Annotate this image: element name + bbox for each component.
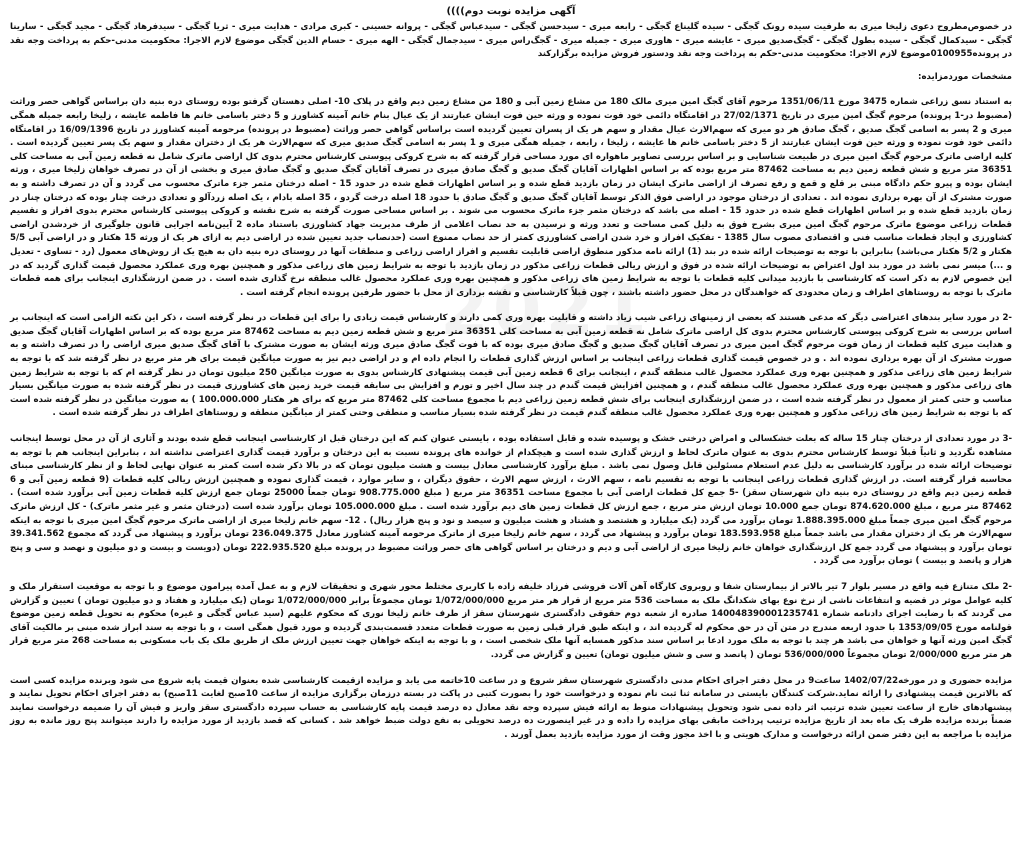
paragraph-2: -2 در مورد سایر بندهای اعتراضی دیگر که مدعی هستند که بعضی از زمینهای زراعی شیب زیاد داشته و قابلیت بهره وری کمی دارند و کارشناس قیمت زیادی را برای این قطعات در نظر گرفته است ، ذکر این نکته الزامی است که اینجانب بر اساس بررسی به شرح کروکی پیوستی کارشناس محترم بدوی کل اراضی ماترک شامل نه قطعه زمین آبی به مساحت کلی 36351 متر مربع و شش قطعه زمین دیم به مساحت 87462 متر مربع بوده که بر اساس اظهارات آقایان گجگ صدیق و هدایت میری کلیه قطعات از زمان فوت مرحوم گجگ امین میری در تصرف آقایان گجگ صدیق و گجگ صادق میری بوده که با فوت گجگ صادق میری ورثه ایشان به صورت مشترک با آقای گجگ صدیق میری اراضی را در تصرف داشته و به صورت مشترک از آن بهره برداری نموده اند . و در خصوص قیمت گذاری قطعات زراعی اینجانب بر اساس ارزش گذاری قطعات را انجام داده ام و در اراضی دیم نیز به صورت میانگین قیمت برای هر متر مربع در نظر گرفته شد که با توجه به شرایط زمین های زراعی مذکور و همچنین بهره وری عملکرد محصول غالب منطقه گندم ، اینجانب برای 6 قطعه زمین آبی قیمت پیشنهادی کارشناس بدوی به صورت میانگین 250 میلیون تومان در نظر گرفته ام که با توجه به شرایط زمین های زراعی مذکور و همچنین بهره وری عملکرد محصول غالب منطقه گندم ، و همچنین افزایش قیمت گندم در چند سال اخیر و تورم و افزایش بی سابقه قیمت خرید زمین های کشاورزی قیمت در نظر گرفته شده به صورت میانگین بسیار مناسب و حتی کمتر از معمول در نظر گرفته شده است ، در ضمن ارزشگذاری اینجانب برای شش قطعه زمین زراعی دیم با مجموع مساحت کلی 87462 متر مربع که برای هر هکتار 100.000.000 ) به صورت میانگین در نظر گرفته شده است که با توجه به شرایط زمین های زراعی مذکور و همچنین بهره وری عملکرد محصول غالب منطقه گندم قیمت در نظر گرفته شده بسیار مناسب و منطقی وحتی کمتر از میانگین منطقه و روستاهای اطراف در نظر گرفته شده است . — [10, 313, 1012, 419]
section-heading: مشخصات مورد‌مزایده: — [918, 71, 1012, 82]
paragraph-1: به استناد نسق زراعی شماره 3475 مورخ 1351/06/11 مرحوم آقای گجگ امین میری مالک 180 من مشاع زمین آبی و 180 من مشاع زمین دیم واقع در پلاک 10- اصلی دهستان گرفتو بوده روستای دره بنیه دان براساس گواهی حصر وراثت (مضبوط در-1 پرونده) مرحوم گجگ امین میری در تاریخ 27/02/1371 در اقامتگاه دائمی خود فوت نموده و ورثه حین فوت ایشان عبارتند از یک عیال بنام خانم آمینه کشاورز و 5 دختر باسامی خانم ها فاطمه عایشه ، زلیخا رابعه جمیله همگی میری و 2 پسر به اسامی گجگ صدیق ، گجگ صادق هر دو میری که سهم‌الارث عیال مقدار و سهم هر یک از پسران تعیین گردیده است براساس گواهی حصر وراثت (مضبوط در پرونده) مرحومه آمینه کشاورز در تاریخ 16/09/1396 در اقامتگاه دائمی خود فوت نموده و ورثه حین فوت ایشان عبارتند از 5 دختر باسامی خانم ها عایشه ، زلیخا ، رابعه ، جمیله همگی میری و 1 پسر به اسامی گجگ صدیق میری که سهم‌الارث هر یک از دختران مقدار و سهم یک پسر تعیین گردیده است . کلیه اراضی ماترک مرحوم گجگ امین میری در طبیعت شناسایی و بر اساس بررسی تصاویر ماهواره ای مورد مساحی قرار گرفته که به شرح کروکی پیوستی کارشناس محترم بدوی کل اراضی ماترک شامل نه قطعه زمین آبی به مساحت کلی 36351 متر مربع و شش قطعه زمین دیم به مساحت 87462 متر مربع بوده که بر اساس اظهارات آقایان گجگ صدیق و گجگ صادق میری در تصرف آقایان گجگ صدیق و گجگ صادق میری و بخشی از آن در تصرف خواهان زلیخا میری ، ورثه ایشان بوده و پیرو حکم دادگاه مبنی بر قلع و قمع و رفع تصرف از اراضی ماترک ایشان در زمان بازدید قطع شده و بر اساس اظهارات قطع شده در حدود 15 - اصله درختان مثمر جزء ماترک محسوب می گردد و آن در تصرف داشته و به صورت مشترک از آن بهره برداری نموده اند . تعدادی از درختان موجود در اراضی فوق الذکر توسط آقایان گجگ صدیق و گجگ صادق با حدود 18 اصله درخت گردو ، 35 اصله بادام ، یک اصله زردآلو و تعدادی درخت چنار بوده که درختان چنار در زمان بازدید قطع شده و بر اساس اظهارات قطع شده در حدود 15 - اصله می باشد که درختان مثمر جزء ماترک محسوب می شوند . بر اساس مساحی صورت گرفته به شرح نقشه و کروکی پیوستی کارشناس محترم بدوی افراز و تقسیم قطعات زراعی موضوع ماترک مرحوم گجگ امین میری بشرح فوق به دلیل کمی مساحت و تعدد ورثه و نرسیدن به حد نصاب اعلامی از طرف مدیریت جهاد کشاورزی باستناد ماده 2 آیین‌نامه اجرایی قانون جلوگیری از خردشدن اراضی کشاورزی و ایجاد قطعات مناسب فنی و اقتصادی مصوب سال 1385 - تفکیک افراز و خرد شدن اراضی کشاورزی کمتر از حد نصاب ممنوع است (حدنصاب جدید تعیین شده در اراضی دیم به ازای هر یک از ورثه 15 هکتار و در اراضی آبی 5/5 هکتار و 5/2 هکتار می‌باشد) بنابراین با توجه به توضیحات ارائه شده در بند (1) ارائه نامه مذکور منطوق اراضی قابلیت تقسیم و افراز اراضی زراعی و منطقات آنها در روستای دره بنیه دان به هیچ یک از روش‌های معمول (رد - تساوی - تعدیل و ...) میسر نمی باشد در مورد بند اول اعتراض به توضیحات ارائه شده در فوق و ارزش ریالی قطعات زراعی مذکور در زمان بازدید با توجه به شرایط زمین های زراعی مذکور و همچنین بهره وری عملکرد محصول قیمت گذاری گردید که در این خصوص لازم به ذکر است که کارشناسی با بازدید میدانی کلیه قطعات با توجه به شرایط زمین های زراعی مذکور و همچنین بهره وری عملکرد محصول غالب منطقه نرخ گذاری شده است . در ضمن ارزشگذاری اینجانب برای همه قطعات ماترک با توجه به روستاهای اطراف و زمان محدودی که خواهندگان در محل حضور داشته باشند ، چون قبلاً کارشناسی و نقشه برداری از محل با حضور طرفین پرونده انجام گرفته است . — [10, 97, 1013, 298]
watermark — [440, 275, 651, 345]
paragraph-5: مزایده حضوری و در مورخه1402/07/22 ساعت9 در محل دفتر اجرای احکام مدنی دادگستری شهرستان سقز شروع و در ساعت 10خاتمه می یابد و مزایده ازقیمت کارشناسی شده بعنوان قیمت پایه شروع می شود وبرنده مزایده کسی است که بالاترین قیمت پیشنهادی را ارائه نماید.شرکت کنندگان بایستی در سامانه ثنا ثبت نام نموده و درخواست خود را بصورت کتبی در پاکت در بسته درزمان برگزاری مزایده از ساعت 10صبح لغایت 11صبح) به دفتر اجرای احکام تحویل نمایند و پیشنهادهای خارج از ساعت تعیین شده ترتیب اثر داده نمی شود وتحویل پیشنهادات منوط به ارائه فیش سپرده وجه نقد معادل ده درصد قیمت پایه کارشناسی به حساب سپرده دادگستری سقز واریز و فیش آن را ضمیمه درخواست نمایند ضمناً برنده مزایده ظرف یک ماه بعد از تاریخ مزایده ترتیب پرداخت مابقی بهای مزایده را داده و در غیر اینصورت ده درصد تحویلی به نفع دولت ضبط خواهد شد . کسانی که قصد بازدید از مورد مزایده را دارند میتوانند پنج روز مانده به روز مزایده با مراجعه به این دفتر ضمن ارائه درخواست و مدارک هویتی و با اخذ مجوز وقت از مورد مزایده بازدید بعمل آورند . — [10, 675, 1013, 740]
paragraph-3: -3 در مورد تعدادی از درختان چنار 15 ساله که بعلت خشکسالی و امراض درختی خشک و پوسیده شده و قابل استفاده بوده ، بایستی عنوان کنم که این درختان قبل از کارشناسی اینجانب قطع شده بودند و آثاری از آن در محل توسط اینجانب مشاهده نگردید و ثانیاً قبلاً توسط کارشناس محترم بدوی به عنوان ماترک لحاظ و ارزش گذاری شده است و هیچکدام از خوانده های پرونده نسبت به این درختان و برآورد قیمت گذاری اعتراضی نداشته اند ، بنابراین اینجانب هم با توجه به توضیحات ارائه شده در برآورد کارشناسی به دلیل عدم استعلام مسئولین قابل وصول نمی باشد . مبلغ برآورد کارشناسی معادل بیست و هشت میلیون تومان که در بالا ذکر شده است کمتر به عنوان نهایی لحاظ و از نظر کارشناسی مبنای محاسبه قرار گرفته است. در ارزش گذاری قطعات زراعی اینجانب با توجه به تقسیم نامه ، سهم الارث ، ارزش سهم الارث ، حقوق دیگران ، و سایر موارد ، قیمت گذاری نموده و همچنین ارزش ریالی کلیه قطعات (9 قطعه زمین آبی و 6 قطعه زمین دیم واقع در روستای دره بنیه دان شهرستان سقز) -5 جمع کل قطعات اراضی آبی با مجموع مساحت 36351 متر مربع ( مبلغ 908.775.000 تومان جمعاً 25000 تومان جمع ارزش کلیه قطعات زمین آبی برآورد شده است) . 87462 متر مربع ، مبلغ 874.620.000 تومان جمع 10.000 تومان ارزش متر مربع ، جمع ارزش کل قطعات زمین های دیم برآورد شده است . مبلغ 105.000.000 تومان برآورد شده است (درختان مثمر و غیر مثمر ماترک) - کل ارزش ماترک مرحوم گجگ امین میری جمعاً مبلغ 1.888.395.000 تومان برآورد می گردد (یک میلیارد و هشتصد و هشتاد و هشت میلیون و سیصد و نود و پنج هزار ریال) . 12- سهم خانم زلیخا میری از اراضی ماترک مرحوم گجگ امین میری با توجه به اینکه سهم‌الارث هر یک از دختران مقدار می باشد جمعاً مبلغ 183.593.958 تومان برآورد و پیشنهاد می گردد ، سهم خانم زلیخا میری از ماترک مرحومه آمینه کشاورز معادل 236.049.375 تومان برآورد و پیشنهاد می گردد که مجموع 39.341.562 تومان برآورد و پیشنهاد می گردد جمع کل ارزشگذاری خواهان خانم زلیخا میری از اراضی آبی و دیم و درختان بر اساس گواهی های حصر وراثت مضبوط در پرونده مبلغ 222.935.520 تومان (دویست و بیست و دو میلیون و نهصد و سی و پنج هزار و پانصد و بیست ) تومان برآورد می گردد . — [10, 434, 1013, 567]
intro-paragraph: در خصوص‌مطروح دعوی زلیخا میری به طرفیت سیده رونک گجگی - سیده گلیناع گجگی - رابعه میری - سیدحسن گجگی - سیدعباس گجگی - پروانه حسینی - کبری مرادی - هدایت میری - ثریا گجگی - سیدفرهاد گجگی - مجید گجگی - سارینا گجگی - سیدکمال گجگی - سیده بطول گجگی - گجگ‌صدیق میری - عایشه میری - هاوری میری - جمیله میری - گجگ‌راس میری - سیدجمال گجگی - الهه میری - حسام الدین گجگی موضوع لازم الاجرا: محکومیت مدنی-حکم به پرداخت وجه نقد در پرونده0100955موضوع لازم الاجرا: محکومیت مدنی-حکم به پرداخت وجه نقد ودستور فروش مزایده برگزارکند — [10, 22, 1012, 60]
paragraph-4: -2 ملک متنازع فیه واقع در مسیر بلوار 7 تیر بالاتر از بیمارستان شفا و روبروی کارگاه آهن آلات فروشی فرزاد خلیفه زاده با کاربری مختلط محور شهری و تحقیقات لازم و به عمل آمده پیرامون موضوع و با توجه به موقعیت استقرار ملک و کلیه عوامل موثر در قضیه و انتفاعات ناشی از نرخ نوع بهای شکدانگ ملک به مساحت 536 متر مربع از قرار هر متر مربع 1/072/000/000 تومان مجموعاً برابر 1/072/000/000 تومان (یک میلیارد و هفتاد و دو میلیون تومان ) تعیین و گزارش می گردند که با رضایت اجرای دادنامه شماره 140048390001235741 صادره از شعبه دوم حقوقی دادگستری شهرستان سقز از طرف خانم زلیخا نوری که محکوم علیهم (سید عباس گجگی و غیره) محکوم به تحویل قطعه زمین موضوع قولنامه مورخ 1353/09/05 با حدود اربعه مندرج در متن آن در حق محکوم له گردیده اند ، و اینکه طبق قرار قبلی زمین به صورت قطعات متعدد قسمت‌بندی گردیده و مورد قبول همگی است ، و با توجه به سند ابراز شده مبنی بر مالکیت آقای گجگ امین ورثه آنها و خواهان می باشد هر چند با توجه به ملک مورد ادعا بر اساس سند مذکور همسایه آنها ملک شخصی است ، و با توجه به اینکه خواهان جهت تعیین ارزش ملک از طریق ملک یک باب مسکونی به مساحت 268 متر مربع قرار هر متر مربع 2/000/000 تومان مجموعاً 536/000/000 تومان ( پانصد و سی و شش میلیون تومان) تعیین و گزارش می گردد. — [10, 581, 1013, 660]
notice-title: آگهی مزایده نوبت دوم)))) — [446, 6, 576, 17]
